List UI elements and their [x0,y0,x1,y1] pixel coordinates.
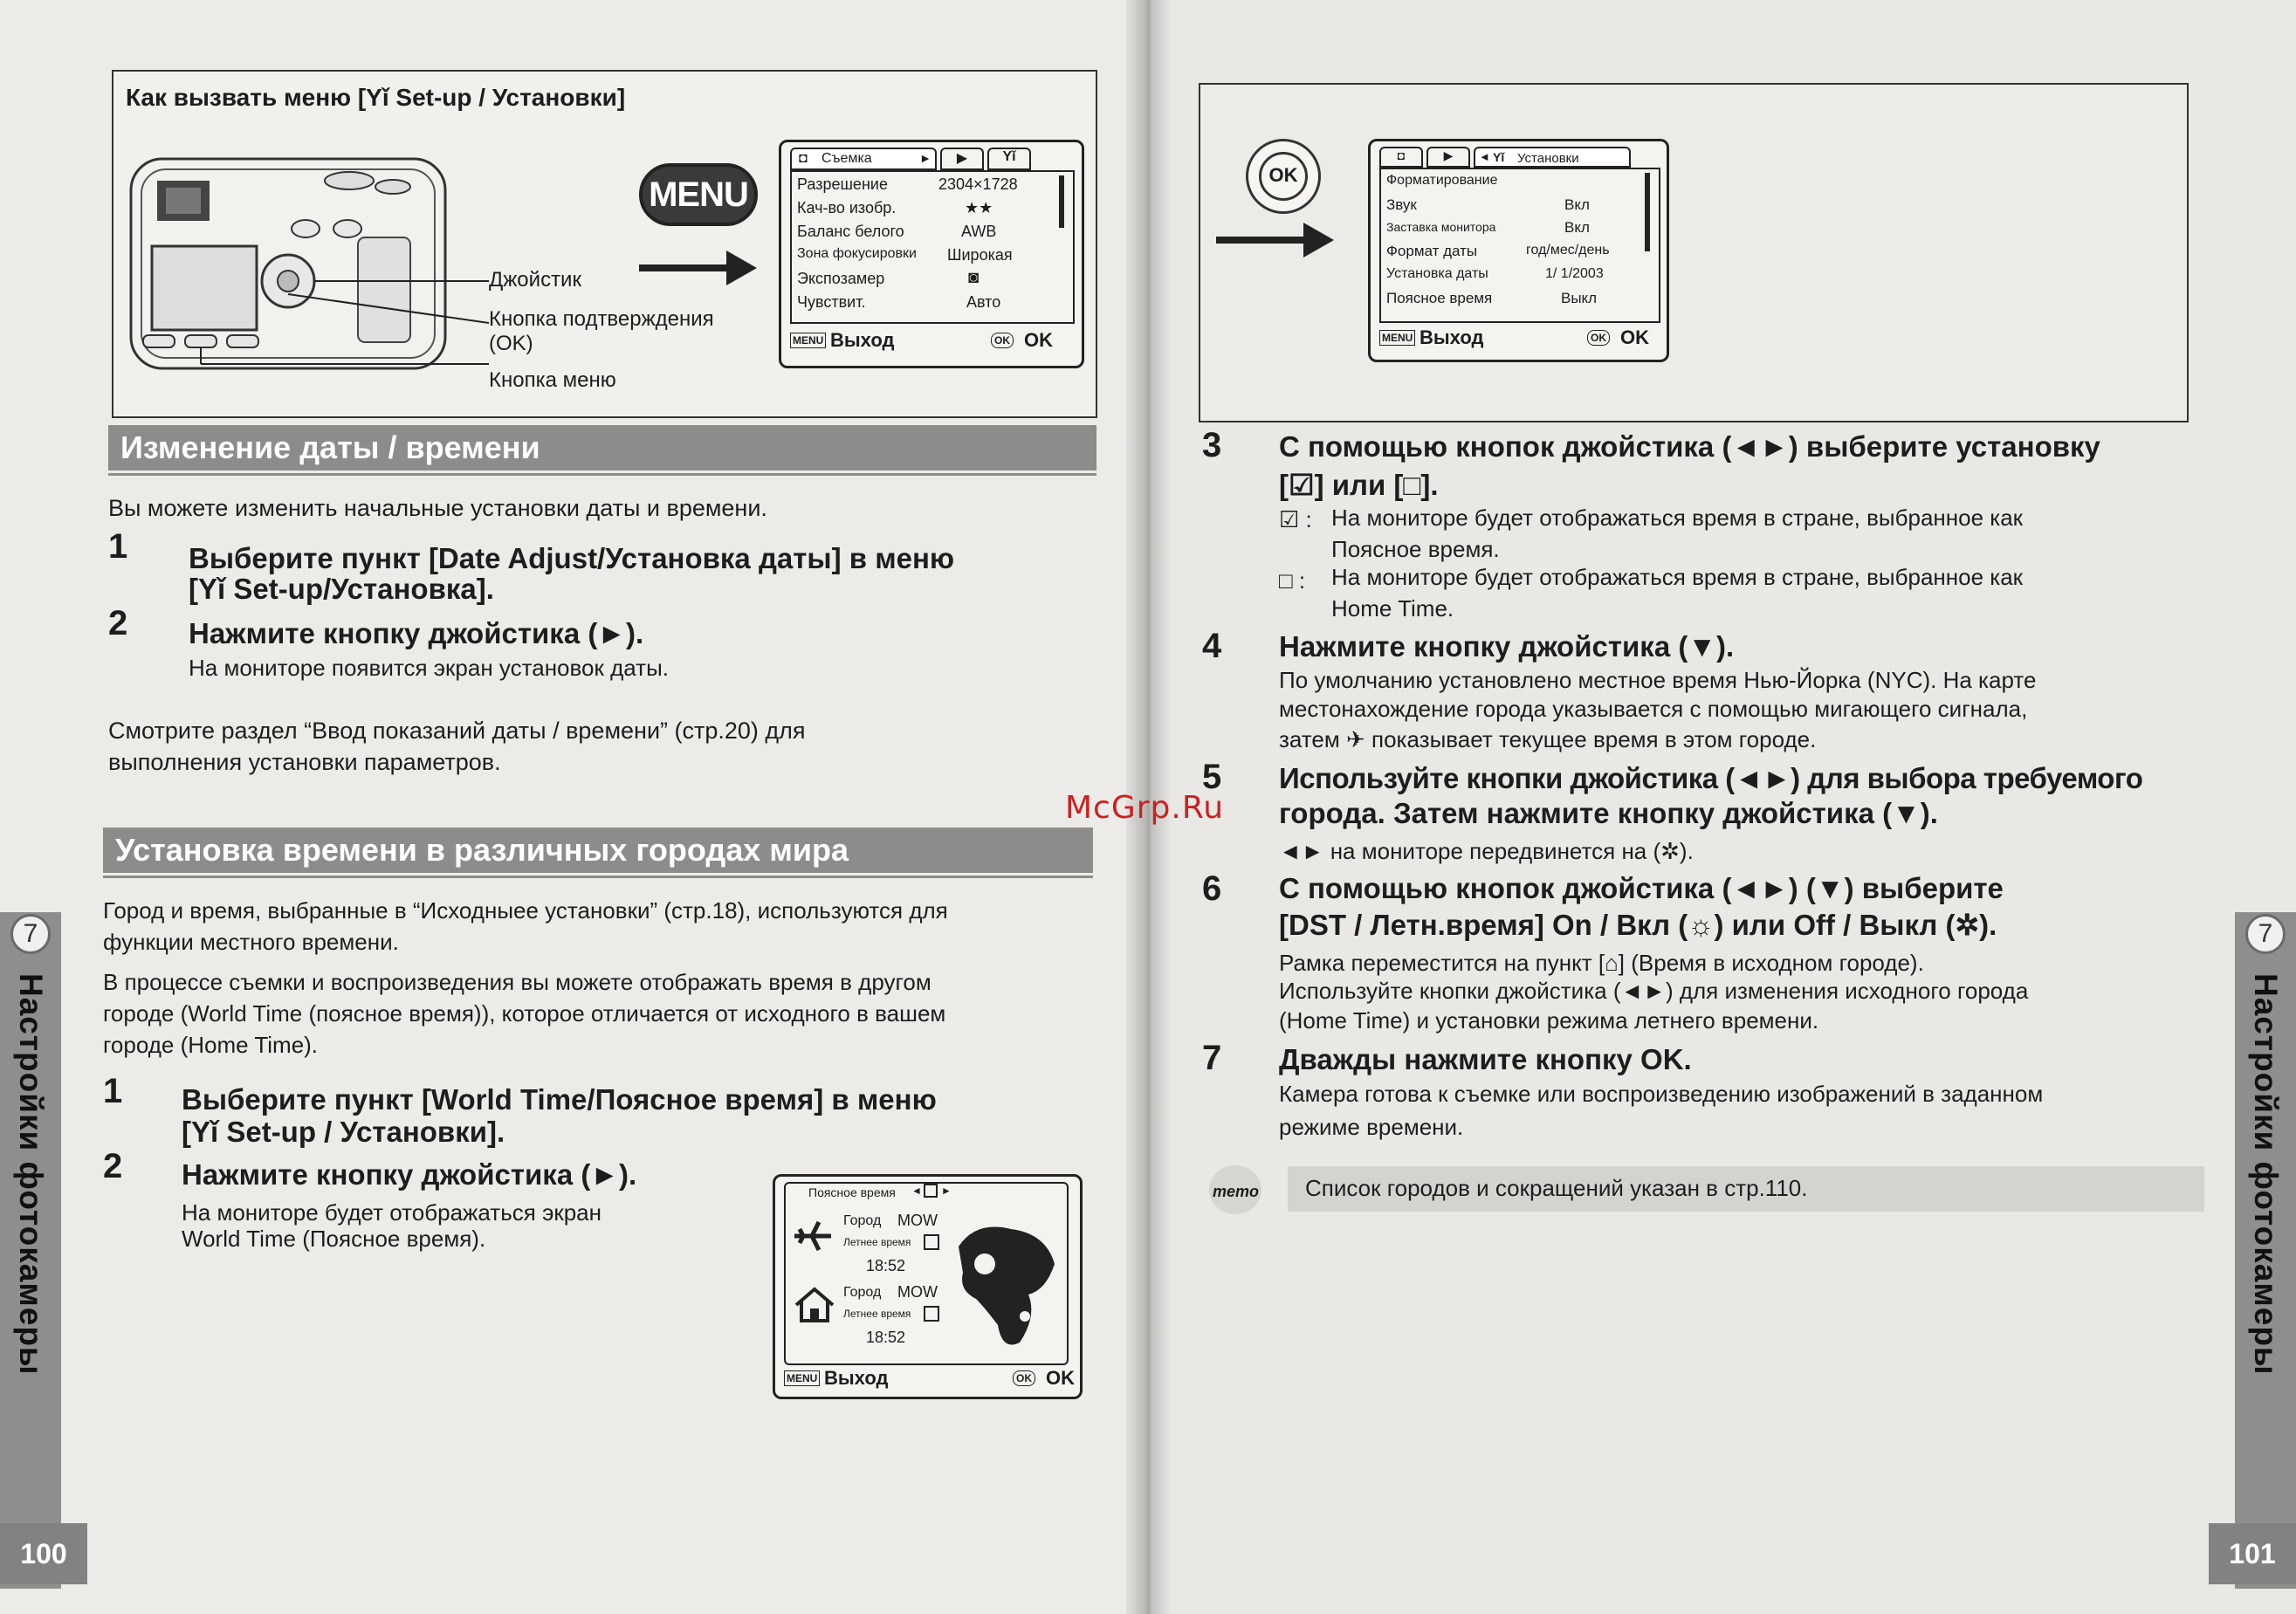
screen-footer-ok-icon: OK [991,333,1014,348]
screen-footer-menu-badge: MENU [1379,330,1415,346]
tab-playback [1426,147,1470,168]
bullet-text: Поясное время. [1331,536,1500,562]
menu-row-label: Разрешение [797,175,888,193]
menu-callout [112,70,1097,418]
step-heading: [DST / Летн.время] On / Вкл (☼) или Off / Выкл (✲). [1279,909,1997,941]
step-heading: Выберите пункт [World Time/Поясное время] в меню [182,1083,937,1116]
screen-footer-menu-badge: MENU [784,1370,820,1386]
tab-setup [987,148,1031,170]
screen-footer-exit: Выход [830,329,895,351]
world-time-tab-label: Поясное время [808,1185,896,1199]
menu-row-value: AWB [961,223,997,240]
label-menu-button: Кнопка меню [489,368,616,392]
menu-button-graphic [639,163,758,226]
step-heading: Дважды нажмите кнопку OK. [1279,1043,1692,1075]
tab-arrow-left-icon: ◄ [911,1185,922,1197]
step-body: режиме времени. [1279,1114,1464,1140]
section1-intro: Вы можете изменить начальные установки даты и времени. [108,495,767,521]
step-body: World Time (Поясное время). [182,1226,486,1252]
section2-para: городе (World Time (поясное время)), которое отличается от исходного в вашем [103,1000,946,1027]
page-number: 100 [0,1523,87,1584]
menu-row-label: Кач-во изобр. [797,199,897,216]
menu-row-value: Вкл [1564,196,1590,213]
step-number: 1 [103,1072,123,1110]
menu-row-label: Экспозамер [797,270,885,287]
home-dst-checkbox[interactable] [924,1306,939,1322]
step-body: Используйте кнопки джойстика (◄►) для изменения исходного города [1279,978,2029,1004]
section2-para: Город и время, выбранные в “Исходныее установки” (стр.18), используются для [103,897,948,924]
tab-setup [1474,147,1631,168]
bullet-text: На мониторе будет отображаться время в стране, выбранное как [1331,505,2024,531]
playback-icon: ▶ [1443,148,1454,162]
memo-icon-label: memo [1213,1183,1260,1200]
menu-row-label: Баланс белого [797,223,904,240]
section2-para: В процессе съемки и воспроизведения вы можете отображать время в другом [103,969,931,995]
menu-row-value: 2304×1728 [938,175,1018,193]
memo-icon [1209,1165,1261,1214]
camera-icon: ◘ [799,151,808,166]
tab-camera [1379,147,1423,168]
label-confirm-2: (OK) [489,332,533,355]
step-heading: города. Затем нажмите кнопку джойстика (▼). [1279,797,1938,829]
arrow-right-icon [639,242,761,294]
bullet-symbol: ☑ : [1279,506,1312,532]
ok-button-graphic [1246,139,1321,214]
bullet-text: Home Time. [1331,595,1454,622]
home-time: 18:52 [866,1329,906,1346]
arrow-right-icon [1216,214,1338,266]
home-city-label: Город [843,1285,882,1300]
camera-icon: ◘ [1397,148,1406,162]
step-heading: Нажмите кнопку джойстика (►). [189,617,644,649]
menu-row-label: Установка даты [1386,266,1488,281]
dest-dst-checkbox[interactable] [924,1234,939,1250]
step-number: 5 [1202,758,1222,796]
screen-footer-ok-icon: OK [1587,330,1610,346]
setup-icon: Yǐ [1493,150,1505,164]
step-number: 4 [1202,627,1222,665]
section-title-date-time: Изменение даты / времени [108,425,1096,470]
step-heading: [Yǐ Set-up/Установка]. [189,573,494,605]
step-heading: [Yǐ Set-up / Установки]. [182,1116,505,1148]
ok-button-label: OK [1268,164,1298,186]
step-body: На мониторе появится экран установок даты. [189,655,669,681]
tab-checkbox-icon [924,1184,938,1198]
bullet-text: На мониторе будет отображаться время в стране, выбранное как [1331,564,2024,590]
step-body: Камера готова к съемке или воспроизведению изображений в заданном [1279,1081,2044,1107]
watermark: McGrp.Ru [1065,790,1225,826]
step-number: 1 [108,527,128,566]
step-heading: С помощью кнопок джойстика (◄►) (▼) выберите [1279,872,2004,904]
scrollbar [1645,173,1650,251]
menu-row-label: Зона фокусировки [797,246,917,261]
menu-row-value: Выкл [1561,290,1598,306]
home-icon [793,1286,836,1324]
screen-footer-ok: OK [1024,329,1053,351]
page-number: 101 [2209,1523,2296,1584]
playback-icon: ▶ [956,151,968,166]
section2-para: городе (Home Time). [103,1032,319,1058]
setup-callout [1199,83,2189,422]
section1-note: Смотрите раздел “Ввод показаний даты / времени” (стр.20) для [108,718,806,744]
step-number: 2 [103,1147,123,1185]
home-dst-label: Летнее время [843,1308,911,1320]
section2-para: функции местного времени. [103,929,399,955]
menu-row-label: Поясное время [1386,290,1493,306]
screen-footer-exit: Выход [824,1367,889,1389]
tab-playback [940,148,984,170]
menu-row-label: Чувствит. [797,293,866,311]
chapter-number: 7 [2245,914,2286,954]
airplane-icon [793,1219,833,1253]
menu-row-value: Авто [966,293,1001,311]
step-heading: Используйте кнопки джойстика (◄►) для выбора требуемого [1279,762,2143,794]
step-body: затем ✈ показывает текущее время в этом городе. [1279,726,1817,752]
tab-shooting-label: Съемка [821,151,872,166]
menu-row-value: год/мес/день [1526,243,1610,258]
dest-city-value: MOW [897,1212,938,1229]
bullet-symbol: □ : [1279,567,1306,594]
step-body: (Home Time) и установки режима летнего времени. [1279,1007,1819,1034]
tab-arrow-left-icon: ◄ [1479,150,1490,163]
scrollbar [1059,175,1064,228]
setup-menu-screen [1368,139,1669,362]
chapter-side-tab [0,912,61,1589]
step-body: Рамка переместится на пункт [⌂] (Время в исходном городе). [1279,950,1924,976]
metering-icon: ◙ [968,268,980,287]
label-joystick: Джойстик [489,268,581,292]
screen-footer-ok-icon: OK [1013,1370,1035,1386]
step-heading: С помощью кнопок джойстика (◄►) выберите установку [1279,430,2100,463]
screen-footer-menu-badge: MENU [790,333,826,348]
callout-title: Как вызвать меню [Yǐ Set-up / Установки] [126,84,626,111]
screen-footer-ok: OK [1046,1367,1075,1389]
menu-row-label: Заставка монитора [1386,220,1496,234]
dest-city-label: Город [843,1213,882,1228]
step-body: На мониторе будет отображаться экран [182,1199,601,1226]
section1-note: выполнения установки параметров. [108,749,501,775]
menu-row-label: Формат даты [1386,243,1478,259]
step-heading: Выберите пункт [Date Adjust/Установка даты] в меню [189,542,955,574]
step-body: ◄► на мониторе передвинется на (✲). [1279,838,1694,864]
step-body: По умолчанию установлено местное время Нью-Йорка (NYC). На карте [1279,667,2037,693]
menu-row-value: 1/ 1/2003 [1545,266,1604,281]
screen-footer-exit: Выход [1420,326,1484,348]
menu-row-label: Звук [1386,196,1417,213]
home-city-value: MOW [897,1283,938,1301]
menu-row-label: Форматирование [1386,173,1498,188]
step-number: 2 [108,604,128,642]
menu-row-value: Широкая [947,246,1013,264]
step-heading: Нажмите кнопку джойстика (►). [182,1158,637,1191]
chapter-side-tab [2235,912,2296,1589]
chapter-title: Настройки фотокамеры [13,973,49,1376]
memo-text: Список городов и сокращений указан в стр.110. [1305,1175,1808,1201]
dest-time: 18:52 [866,1257,906,1274]
section-title-world-time: Установка времени в различных городах мира [103,828,1093,873]
tab-setup-label: Установки [1517,151,1579,166]
step-heading: Нажмите кнопку джойстика (▼). [1279,630,1735,663]
world-map-icon [950,1212,1063,1360]
menu-row-value: Вкл [1564,219,1590,236]
menu-row-value: ★★ [965,199,993,216]
step-heading: [☑] или [□]. [1279,469,1439,501]
chapter-number: 7 [10,914,51,954]
menu-button-label: MENU [649,175,748,214]
right-page [1148,0,2296,1614]
camera-illustration [122,141,489,403]
dest-dst-label: Летнее время [843,1236,911,1248]
label-confirm-1: Кнопка подтверждения [489,307,714,331]
step-number: 7 [1202,1039,1222,1077]
tab-shooting [790,148,937,170]
step-body: местонахождение города указывается с помощью мигающего сигнала, [1279,696,2028,722]
world-time-screen [773,1174,1083,1399]
step-number: 6 [1202,869,1222,908]
setup-icon: Yǐ [1002,149,1016,164]
shooting-menu-screen [779,140,1084,368]
step-number: 3 [1202,426,1222,464]
chapter-title: Настройки фотокамеры [2248,973,2284,1376]
screen-footer-ok: OK [1620,326,1649,348]
tab-arrow-icon: ► [919,151,931,165]
tab-arrow-right-icon: ► [941,1185,952,1197]
